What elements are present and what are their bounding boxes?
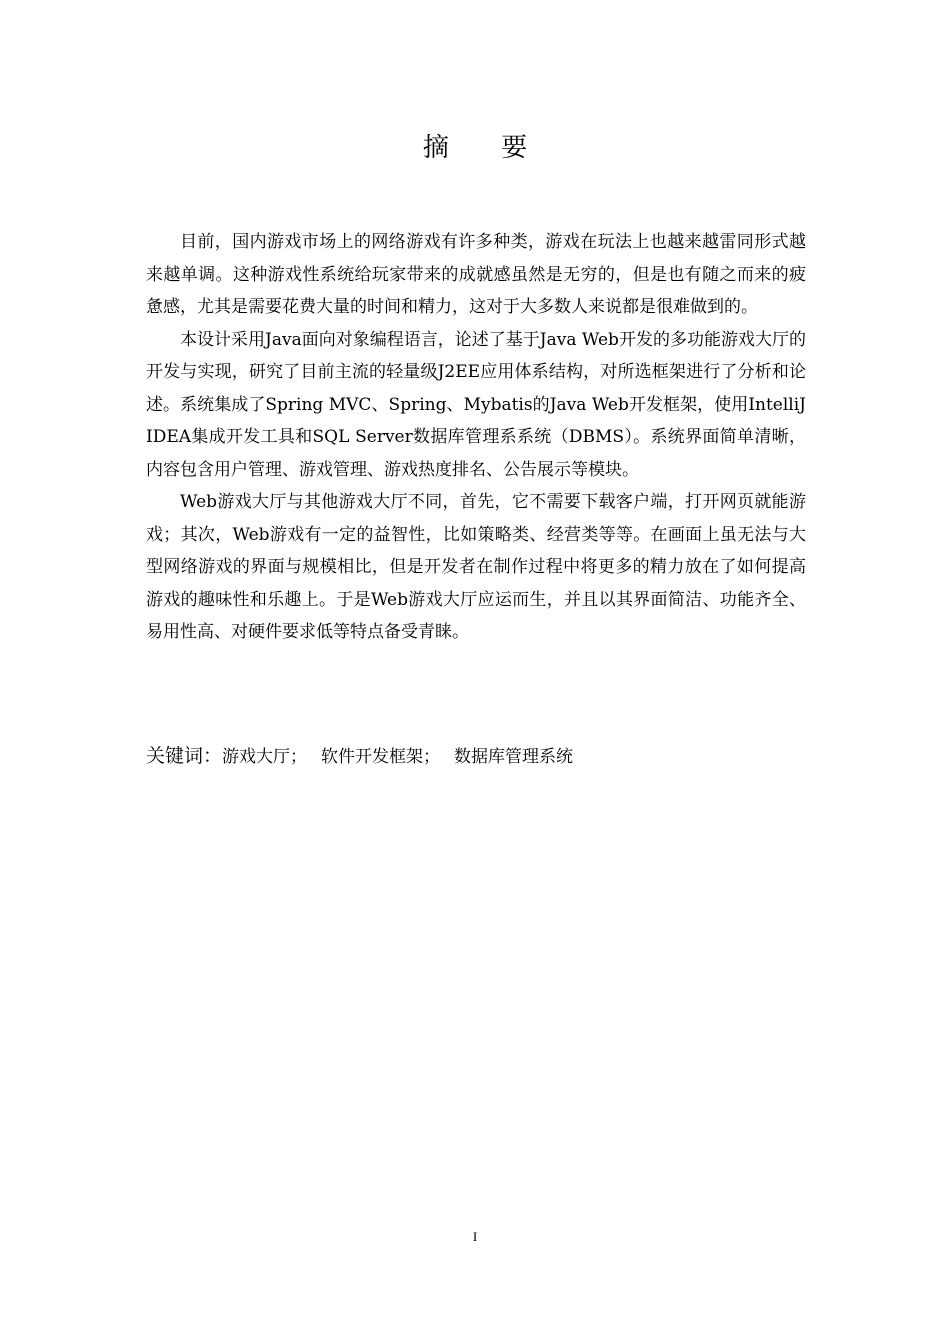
page-number: I (472, 1229, 478, 1244)
abstract-paragraph-3: Web游戏大厅与其他游戏大厅不同，首先，它不需要下载客户端，打开网页就能游戏；其次，Web游戏有一定的益智性，比如策略类、经营类等等。在画面上虽无法与大型网络游戏的界面与规模相比，但是开发者在制作过程中将更多的精力放在了如何提高游戏的趣味性和乐趣上。于是Web游戏大厅应运而生，并且以其界面简洁、功能齐全、易用性高、对硬件要求低等特点备受青睐。 (146, 492, 806, 642)
keyword-item: 软件开发框架； (321, 747, 441, 767)
abstract-paragraph-2: 本设计采用Java面向对象编程语言，论述了基于Java Web开发的多功能游戏大厅的开发与实现，研究了目前主流的轻量级J2EE应用体系结构，对所选框架进行了分析和论述。系统集成了Spring MVC、Spring、Mybatis的Java Web开发框架，使用IntelliJ IDEA集成开发工具和SQL Server数据库管理系系统（DBMS）。系统界面简单清晰，内容包含用户管理、游戏管理、游戏热度排名、公告展示等模块。 (146, 329, 806, 480)
keyword-item: 游戏大厅； (222, 747, 308, 767)
abstract-paragraph-1: 目前，国内游戏市场上的网络游戏有许多种类，游戏在玩法上也越来越雷同形式越来越单调。这种游戏性系统给玩家带来的成就感虽然是无穷的，但是也有随之而来的疲惫感，尤其是需要花费大量的时间和精力，这对于大多数人来说都是很难做到的。 (146, 232, 806, 317)
keywords-line (146, 740, 806, 773)
abstract-body (146, 226, 806, 649)
keyword-item: 数据库管理系统 (454, 747, 574, 767)
keywords-label: 关键词： (146, 745, 223, 767)
abstract-title: 摘 要 (422, 133, 550, 163)
